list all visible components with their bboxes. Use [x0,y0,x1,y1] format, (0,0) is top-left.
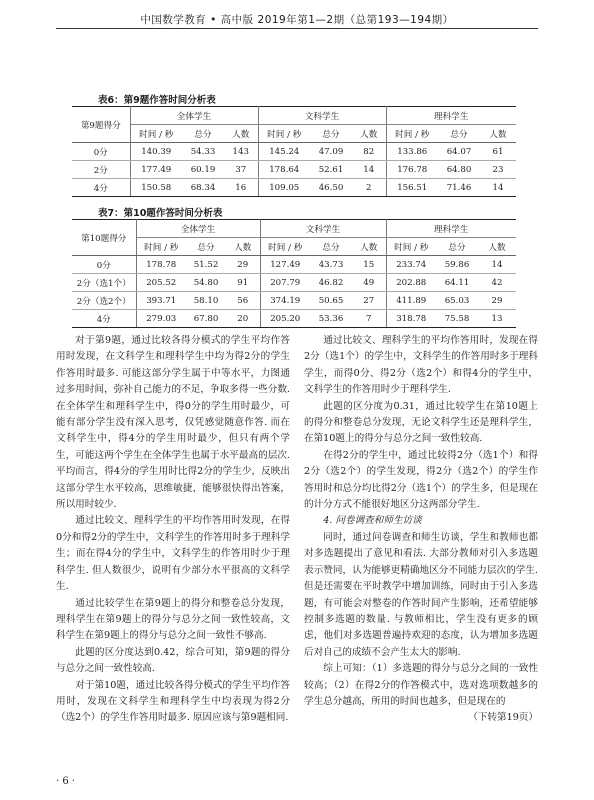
table-cell: 91 [226,274,260,292]
table-cell: 46.82 [310,274,352,292]
table-cell: 47.09 [310,143,352,161]
table-cell: 43.73 [310,256,352,274]
table9-group-all: 全体学生 [130,107,258,125]
row-label: 0分 [72,143,130,161]
table-cell: 374.19 [260,292,310,310]
table-cell: 68.34 [182,179,224,197]
table-cell: 54.33 [182,143,224,161]
column-header: 人数 [352,125,386,143]
row-label: 4分 [72,179,130,197]
table10-caption: 表7：第10题作答时间分析表 [98,208,223,219]
table-cell: 7 [352,310,386,328]
table-cell: 156.51 [386,179,438,197]
table-cell: 65.03 [436,292,478,310]
column-header: 时间 / 秒 [258,125,310,143]
column-header: 人数 [478,238,516,256]
row-label: 0分 [72,256,136,274]
table-cell: 279.03 [136,310,186,328]
table-cell: 42 [478,274,516,292]
table-cell: 177.49 [130,161,182,179]
column-header: 总分 [436,238,478,256]
column-header: 时间 / 秒 [260,238,310,256]
column-header: 总分 [438,125,480,143]
table-cell: 64.11 [436,274,478,292]
table-row [72,161,516,179]
table-row [72,292,516,310]
table-cell: 51.52 [186,256,226,274]
paragraph: 通过比较学生在第9题上的得分和整卷总分发现，理科学生在第9题上的得分与总分之间一致性较高，文科学生在第9题上的得分与总分之间一致性不够高. [56,597,290,642]
table-cell: 60.19 [182,161,224,179]
paragraph: 通过比较文、理科学生的平均作答用时发现，在得0分和得2分的学生中，文科学生的作答用时多于理科学生；而在得4分的学生中，文科学生的作答用时少于理科学生. 但人数很少，说明有少部分水平很高的文科学生. [56,515,290,593]
paragraph: 在得2分的学生中，通过比较得2分（选1个）和得2分（选2个）的学生发现，得2分（选2个）的学生作答用时和总分均比得2分（选1个）的学生多，但是现在的计分方式不能很好地区分这两部分学生. [304,449,538,511]
table-cell: 54.80 [186,274,226,292]
column-header: 时间 / 秒 [386,125,438,143]
table-cell: 29 [478,292,516,310]
column-header: 人数 [224,125,258,143]
table10-group-all: 全体学生 [136,220,260,238]
table-row [72,179,516,197]
table-cell: 64.07 [438,143,480,161]
header-rule [56,28,538,29]
table-row [72,310,516,328]
table-cell: 202.88 [386,274,436,292]
paragraph: 对于第9题，通过比较各得分模式的学生平均作答用时发现，在文科学生和理科学生中均为得2分的学生作答用时最多. 可能这部分学生属于中等水平，力图通过多用时间，弥补自己能力的不足，争取多得一些分数. 在全体学生和理科学生中，得0分的学生用时最少，可能有部分学生没有深入思考，仅凭感觉随意作答. 而在文科学生中，得4分的学生用时最少，但只有两个学生，可能这两个学生在全体学生也属于水平最高的层次. 平均而言，得4分的学生用时比得2分的学生少，反映出这部分学生水平较高，思维敏捷，能够很快得出答案，所以用时较少. [56,335,290,511]
table-cell: 52.61 [310,161,352,179]
paragraph: 对于第10题，通过比较各得分模式的学生平均作答用时，发现在文科学生和理科学生中均表现为得2分（选2个）的学生作答用时最多. 原因应该与第9题相同. [56,679,290,724]
column-header: 时间 / 秒 [130,125,182,143]
table-cell: 50.65 [310,292,352,310]
table-cell: 23 [480,161,516,179]
table-cell: 61 [480,143,516,161]
section-heading: 4. 问卷调查和师生访谈 [323,515,422,527]
column-header: 总分 [310,125,352,143]
page-number: · 6 · [56,776,76,787]
table-cell: 207.79 [260,274,310,292]
column-header: 人数 [480,125,516,143]
table9-group-science: 理科学生 [386,107,516,125]
table-cell: 411.89 [386,292,436,310]
column-header: 总分 [182,125,224,143]
table-cell: 14 [480,179,516,197]
table10-score-header: 第10题得分 [72,220,136,256]
table-cell: 13 [478,310,516,328]
paragraph: 同时，通过问卷调查和师生访谈，学生和教师也都对多选题提出了意见和看法. 大部分教师对引入多选题表示赞同，认为能够更精确地区分不同能力层次的学生. 但是还需要在平时教学中增加训练，同时由于引入多选题，有可能会对整卷的作答时间产生影响，还希望能够控制多选题的数量. 与教师相比，学生没有更多的顾虑，他们对多选题普遍持欢迎的态度，认为增加多选题后对自己的成绩不会产生太大的影响. [304,531,538,658]
table-cell: 14 [352,161,386,179]
table-cell: 143 [224,143,258,161]
table9-caption: 表6：第9题作答时间分析表 [98,95,216,106]
paragraph: 通过比较文、理科学生的平均作答用时，发现在得2分（选1个）的学生中，文科学生的作答用时多于理科学生，而得0分、得2分（选2个）和得4分的学生中，文科学生的作答用时少于理科学生. [304,335,538,396]
table-cell: 20 [226,310,260,328]
table-cell: 56 [226,292,260,310]
table-cell: 15 [352,256,386,274]
column-header: 人数 [352,238,386,256]
table-row [72,274,516,292]
column-header: 总分 [310,238,352,256]
table-cell: 205.52 [136,274,186,292]
table10-group-arts: 文科学生 [260,220,386,238]
table-cell: 178.78 [136,256,186,274]
table-cell: 75.58 [436,310,478,328]
table-cell: 64.80 [438,161,480,179]
row-label: 2分 [72,161,130,179]
paragraph: 此题的区分度达到0.42，综合可知，第9题的得分与总分之间一致性较高. [56,646,290,675]
table-cell: 140.39 [130,143,182,161]
table-row [72,143,516,161]
table-cell: 2 [352,179,386,197]
table-cell: 82 [352,143,386,161]
table-cell: 71.46 [438,179,480,197]
table10-group-science: 理科学生 [386,220,516,238]
table-cell: 233.74 [386,256,436,274]
table-cell: 14 [478,256,516,274]
table-cell: 49 [352,274,386,292]
column-header: 时间 / 秒 [136,238,186,256]
table-cell: 393.71 [136,292,186,310]
table-row [72,256,516,274]
right-column [304,333,538,727]
column-header: 总分 [186,238,226,256]
table-cell: 205.20 [260,310,310,328]
table-cell: 109.05 [258,179,310,197]
left-column [56,333,290,727]
paragraph: 综上可知：（1）多选题的得分与总分之间的一致性较高；（2）在得2分的作答模式中，选对选项数越多的学生总分越高，所用的时间也越多，但是现在的 [304,663,538,707]
table-cell: 58.10 [186,292,226,310]
table-cell: 67.80 [186,310,226,328]
table-cell: 127.49 [260,256,310,274]
table-cell: 318.78 [386,310,436,328]
table-cell: 46.50 [310,179,352,197]
table-cell: 53.36 [310,310,352,328]
row-label: 4分 [72,310,136,328]
table-cell: 178.64 [258,161,310,179]
table9 [72,106,516,197]
table-cell: 176.78 [386,161,438,179]
table-cell: 27 [352,292,386,310]
table-cell: 150.58 [130,179,182,197]
row-label: 2分（选1个） [72,274,136,292]
table-cell: 16 [224,179,258,197]
continued-note: （下转第19页） [468,712,538,724]
table9-group-arts: 文科学生 [258,107,386,125]
table9-score-header: 第9题得分 [72,107,130,143]
column-header: 时间 / 秒 [386,238,436,256]
column-header: 人数 [226,238,260,256]
table-cell: 145.24 [258,143,310,161]
table10 [72,219,516,328]
paragraph: 此题的区分度为0.31，通过比较学生在第10题上的得分和整卷总分发现，无论文科学生还是理科学生，在第10题上的得分与总分之间一致性较高. [304,400,538,445]
running-header: 中国数学教育 • 高中版 2019年第1—2期（总第193—194期） [140,14,454,26]
row-label: 2分（选2个） [72,292,136,310]
table-cell: 133.86 [386,143,438,161]
table-cell: 37 [224,161,258,179]
table-cell: 59.86 [436,256,478,274]
table-cell: 29 [226,256,260,274]
